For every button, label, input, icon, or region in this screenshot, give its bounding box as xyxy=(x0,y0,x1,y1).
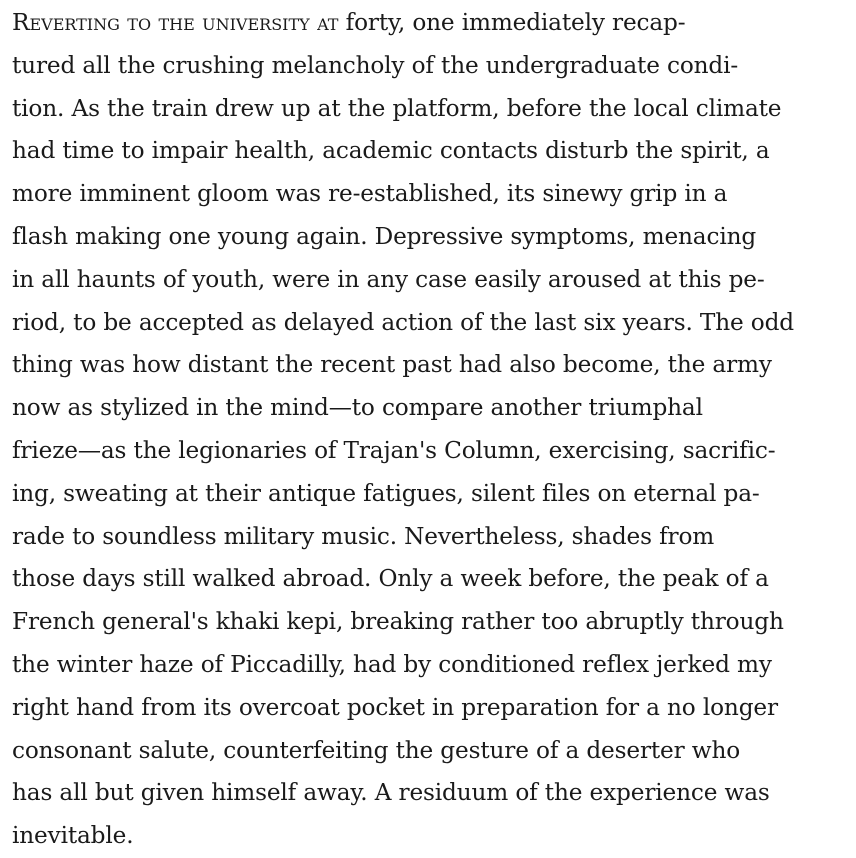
text-line: tured all the crushing melancholy of the undergraduate condi- xyxy=(12,51,739,79)
text-line xyxy=(12,2,852,45)
text-line: flash making one young again. Depressive symptoms, menacing xyxy=(12,222,757,250)
text-line: tion. As the train drew up at the platform, before the local climate xyxy=(12,94,782,122)
opening-smallcaps: Reverting to the university at xyxy=(12,9,339,36)
text-line: now as stylized in the mind—to compare another triumphal xyxy=(12,394,703,422)
text-line-rest: forty, one immediately recap- xyxy=(338,9,686,36)
text-line: had time to impair health, academic contacts disturb the spirit, a xyxy=(12,137,770,165)
text-line: those days still walked abroad. Only a week before, the peak of a xyxy=(12,565,769,593)
text-line: right hand from its overcoat pocket in preparation for a no longer xyxy=(12,693,778,721)
text-line: consonant salute, counterfeiting the gesture of a deserter who xyxy=(12,736,741,764)
text-line: thing was how distant the recent past had also become, the army xyxy=(12,351,772,379)
text-line: French general's khaki kepi, breaking rather too abruptly through xyxy=(12,608,784,636)
text-line: ing, sweating at their antique fatigues, silent files on eternal pa- xyxy=(12,479,760,507)
text-line: the winter haze of Piccadilly, had by conditioned reflex jerked my xyxy=(12,650,772,678)
text-line: has all but given himself away. A residuum of the experience was xyxy=(12,779,770,807)
text-line: inevitable. xyxy=(12,822,134,850)
text-line: riod, to be accepted as delayed action of the last six years. The odd xyxy=(12,308,794,336)
text-line: more imminent gloom was re-established, its sinewy grip in a xyxy=(12,180,728,208)
text-line: frieze—as the legionaries of Trajan's Column, exercising, sacrific- xyxy=(12,436,776,464)
text-line: in all haunts of youth, were in any case easily aroused at this pe- xyxy=(12,265,765,293)
text-line: rade to soundless military music. Nevertheless, shades from xyxy=(12,522,715,550)
text-passage xyxy=(12,2,852,858)
